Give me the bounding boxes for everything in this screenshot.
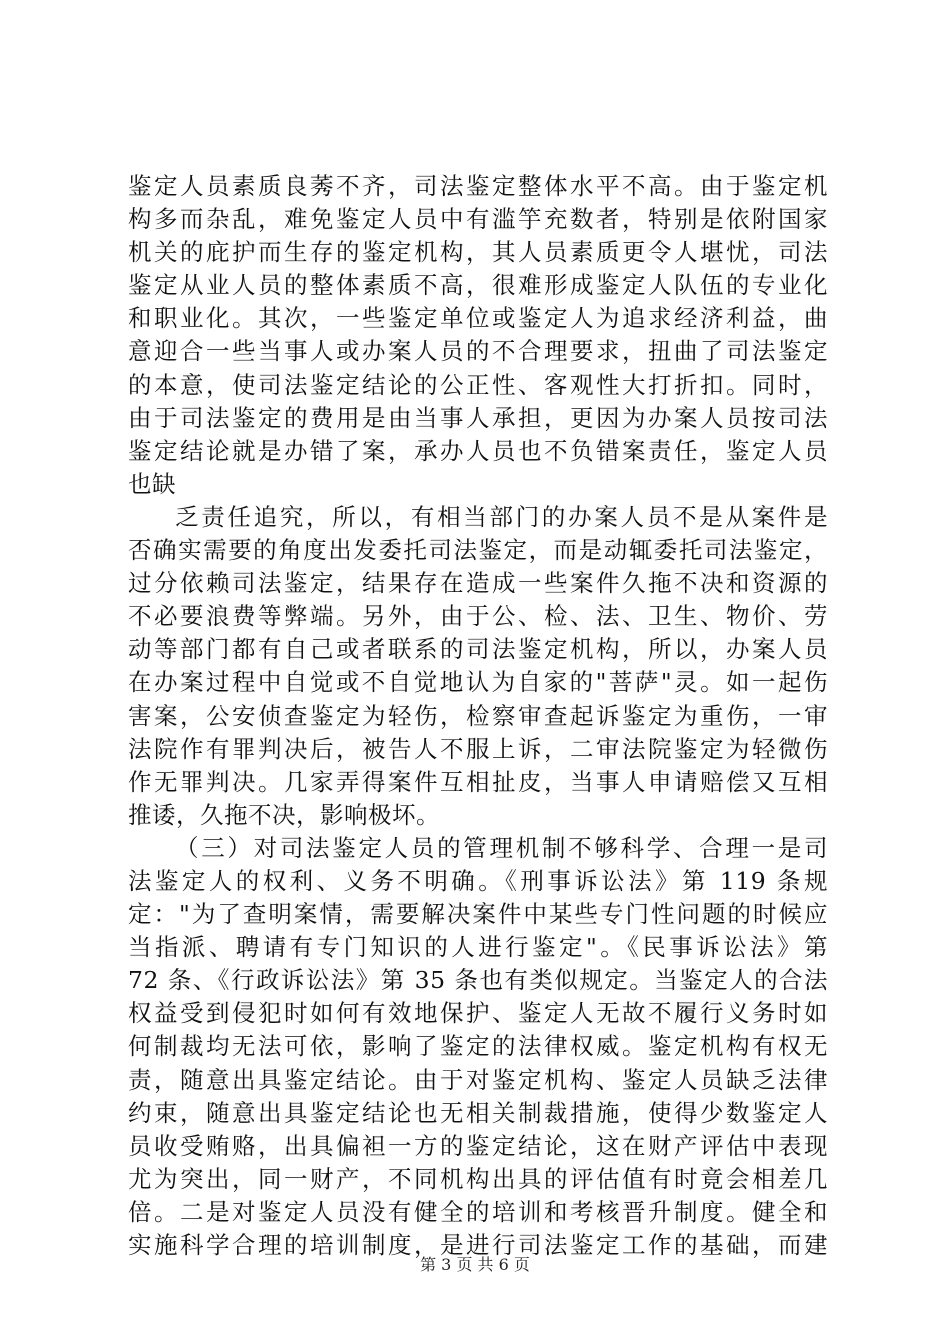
text-line: 的本意，使司法鉴定结论的公正性、客观性大打折扣。同时，: [128, 370, 828, 399]
text-line: 乏责任追究，所以，有相当部门的办案人员不是从案件是: [175, 502, 828, 531]
text-line: 实施科学合理的培训制度，是进行司法鉴定工作的基础，而建: [128, 1231, 828, 1259]
text-line: 意迎合一些当事人或办案人员的不合理要求，扭曲了司法鉴定: [128, 337, 828, 366]
text-line: 害案，公安侦查鉴定为轻伤，检察审查起诉鉴定为重伤，一审: [128, 701, 828, 730]
text-line: 当指派、聘请有专门知识的人进行鉴定"。《民事诉讼法》第: [128, 933, 828, 962]
text-line: 何制裁均无法可依，影响了鉴定的法律权威。鉴定机构有权无: [128, 1032, 828, 1061]
text-line: 鉴定人员素质良莠不齐，司法鉴定整体水平不高。由于鉴定机: [128, 172, 828, 200]
text-line: 作无罪判决。几家弄得案件互相扯皮，当事人申请赔偿又互相: [128, 767, 828, 796]
text-line: 不必要浪费等弊端。另外，由于公、检、法、卫生、物价、劳: [128, 602, 828, 631]
text-line: 推诿，久拖不决，影响极坏。: [128, 800, 440, 829]
text-line: 鉴定结论就是办错了案，承办人员也不负错案责任，鉴定人员: [128, 436, 828, 465]
text-line: 权益受到侵犯时如何有效地保护、鉴定人无故不履行义务时如: [128, 999, 828, 1028]
text-line: （三）对司法鉴定人员的管理机制不够科学、合理一是司: [175, 833, 828, 862]
text-line: 法院作有罪判决后，被告人不服上诉，二审法院鉴定为轻微伤: [128, 734, 828, 763]
text-line: 责，随意出具鉴定结论。由于对鉴定机构、鉴定人员缺乏法律: [128, 1065, 828, 1094]
text-line: 否确实需要的角度出发委托司法鉴定，而是动辄委托司法鉴定，: [128, 536, 828, 565]
text-line: 在办案过程中自觉或不自觉地认为自家的"菩萨"灵。如一起伤: [128, 668, 828, 697]
text-line: 过分依赖司法鉴定，结果存在造成一些案件久拖不决和资源的: [128, 569, 828, 598]
text-line: 构多而杂乱，难免鉴定人员中有滥竽充数者，特别是依附国家: [128, 205, 828, 234]
text-line: 机关的庇护而生存的鉴定机构，其人员素质更令人堪忧，司法: [128, 238, 828, 267]
text-line: 定："为了查明案情，需要解决案件中某些专门性问题的时候应: [128, 900, 828, 929]
text-line: 法鉴定人的权利、义务不明确。《刑事诉讼法》第 119 条规: [128, 866, 828, 895]
text-line: 倍。二是对鉴定人员没有健全的培训和考核晋升制度。健全和: [128, 1197, 828, 1226]
document-body: [128, 170, 828, 1262]
text-line: 动等部门都有自己或者联系的司法鉴定机构，所以，办案人员: [128, 635, 828, 664]
text-line: 约束，随意出具鉴定结论也无相关制裁措施，使得少数鉴定人: [128, 1098, 828, 1127]
text-line: 员收受贿赂，出具偏袒一方的鉴定结论，这在财产评估中表现: [128, 1131, 828, 1160]
page-footer: 第 3 页 共 6 页: [420, 1255, 530, 1274]
text-line: 由于司法鉴定的费用是由当事人承担，更因为办案人员按司法: [128, 403, 828, 432]
text-line: 尤为突出，同一财产，不同机构出具的评估值有时竟会相差几: [128, 1164, 828, 1193]
text-line: 鉴定从业人员的整体素质不高，很难形成鉴定人队伍的专业化: [128, 271, 828, 300]
text-line: 也缺: [128, 469, 176, 498]
text-line: 和职业化。其次，一些鉴定单位或鉴定人为追求经济利益，曲: [128, 304, 828, 333]
text-line: 72 条、《行政诉讼法》第 35 条也有类似规定。当鉴定人的合法: [128, 966, 828, 995]
